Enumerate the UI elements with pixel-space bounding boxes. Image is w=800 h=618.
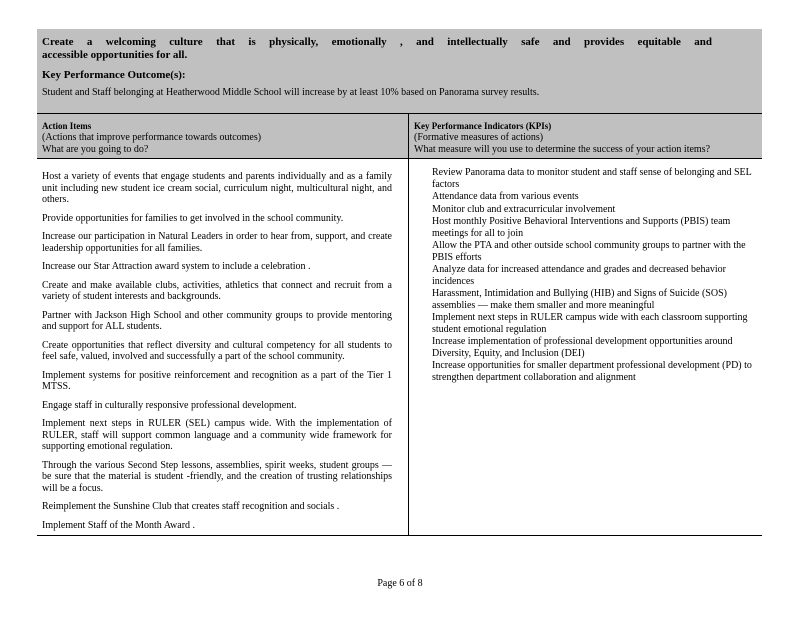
kpi-text: Monitor club and extracurricular involvement (432, 203, 616, 215)
action-items-title: Action Items (42, 121, 92, 131)
action-item: Through the various Second Step lessons, assemblies, spirit weeks, student groups — be sure that the material is student -friendly, and the creation of trusting relationships will be a focus. (42, 459, 392, 494)
kpi-item (414, 216, 754, 239)
kpi-item (414, 360, 754, 383)
kpi-item (414, 336, 754, 359)
kpi-item (414, 167, 754, 190)
table-header (37, 114, 762, 159)
action-item: Increase our participation in Natural Leaders in order to hear from, support, and create leadership opportunities for all families. (42, 231, 392, 254)
action-item: Create and make available clubs, activities, athletics that connect and recruit from a variety of student interests and backgrounds. (42, 279, 392, 302)
kpi-item (414, 288, 754, 311)
kpi-text: Increase implementation of professional development opportunities around Diversity, Equity, and Inclusion (DEI) (432, 336, 733, 359)
key-performance-outcome-label: Key Performance Outcome(s): (42, 69, 186, 81)
action-item: Provide opportunities for families to get involved in the school community. (42, 212, 344, 224)
kpi-text: Harassment, Intimidation and Bullying (HIB) and Signs of Suicide (SOS) assemblies — make them smaller and more meaningful (432, 288, 727, 311)
kpi-item (414, 240, 754, 263)
action-items-list (42, 171, 392, 538)
action-item: Implement next steps in RULER (SEL) campus wide. With the implementation of RULER, staff will support common language and a community wide framework for supporting emotional regulation. (42, 418, 392, 452)
kpi-item (414, 204, 754, 216)
key-performance-outcome-text: Student and Staff belonging at Heatherwood Middle School will increase by at least 10% based on Panorama survey results. (42, 87, 540, 98)
kpi-question: What measure will you use to determine the success of your action items? (414, 144, 711, 155)
action-items-subtitle: (Actions that improve performance towards outcomes) (42, 132, 262, 143)
goal-line-2: accessible opportunities for all. (42, 49, 188, 61)
kpi-header (414, 120, 759, 156)
kpi-list (414, 167, 754, 384)
kpi-text: Attendance data from various events (432, 191, 579, 202)
kpi-text: Host monthly Positive Behavioral Interventions and Supports (PBIS) team meetings for all to join (432, 216, 731, 239)
action-item: Implement systems for positive reinforcement and recognition as a part of the Tier 1 MTSS. (42, 369, 392, 392)
page-number: Page 6 of 8 (377, 578, 423, 589)
action-item: Implement Staff of the Month Award . (42, 519, 196, 531)
kpi-item (414, 264, 754, 287)
kpi-item (414, 191, 754, 203)
kpi-text: Implement next steps in RULER campus wide with each classroom supporting student emotional regulation (432, 312, 748, 335)
goal-statement (42, 36, 712, 62)
goal-line-1: Create a welcoming culture that is physically, emotionally , and intellectually safe and provides equitable and (42, 36, 712, 48)
kpi-text: Analyze data for increased attendance and grades and decreased behavior incidences (432, 264, 727, 287)
action-item: Increase our Star Attraction award system to include a celebration . (42, 261, 311, 272)
action-items-header (42, 120, 402, 156)
kpi-text: Increase opportunities for smaller department professional development (PD) to strengthen department collaboration and alignment (432, 360, 752, 383)
action-item: Reimplement the Sunshine Club that creates staff recognition and socials . (42, 501, 340, 512)
goal-section (37, 29, 762, 114)
kpi-item (414, 312, 754, 335)
kpi-text: Review Panorama data to monitor student and staff sense of belonging and SEL factors (432, 167, 752, 190)
action-item: Partner with Jackson High School and other community groups to provide mentoring and support for ALL students. (42, 309, 392, 332)
action-items-question: What are you going to do? (42, 144, 149, 155)
kpi-subtitle: (Formative measures of actions) (414, 132, 544, 143)
column-divider (408, 114, 409, 536)
action-item: Create opportunities that reflect diversity and cultural competency for all students to feel safe, valued, involved and successfully a part of the school community. (42, 339, 392, 362)
action-item: Engage staff in culturally responsive professional development. (42, 399, 297, 411)
kpi-text: Allow the PTA and other outside school community groups to partner with the PBIS efforts (432, 240, 746, 263)
action-item: Host a variety of events that engage students and parents individually and as a family unit including new student ice cream social, curriculum night, multicultural night, and others. (42, 171, 392, 205)
kpi-title: Key Performance Indicators (KPIs) (414, 121, 552, 131)
